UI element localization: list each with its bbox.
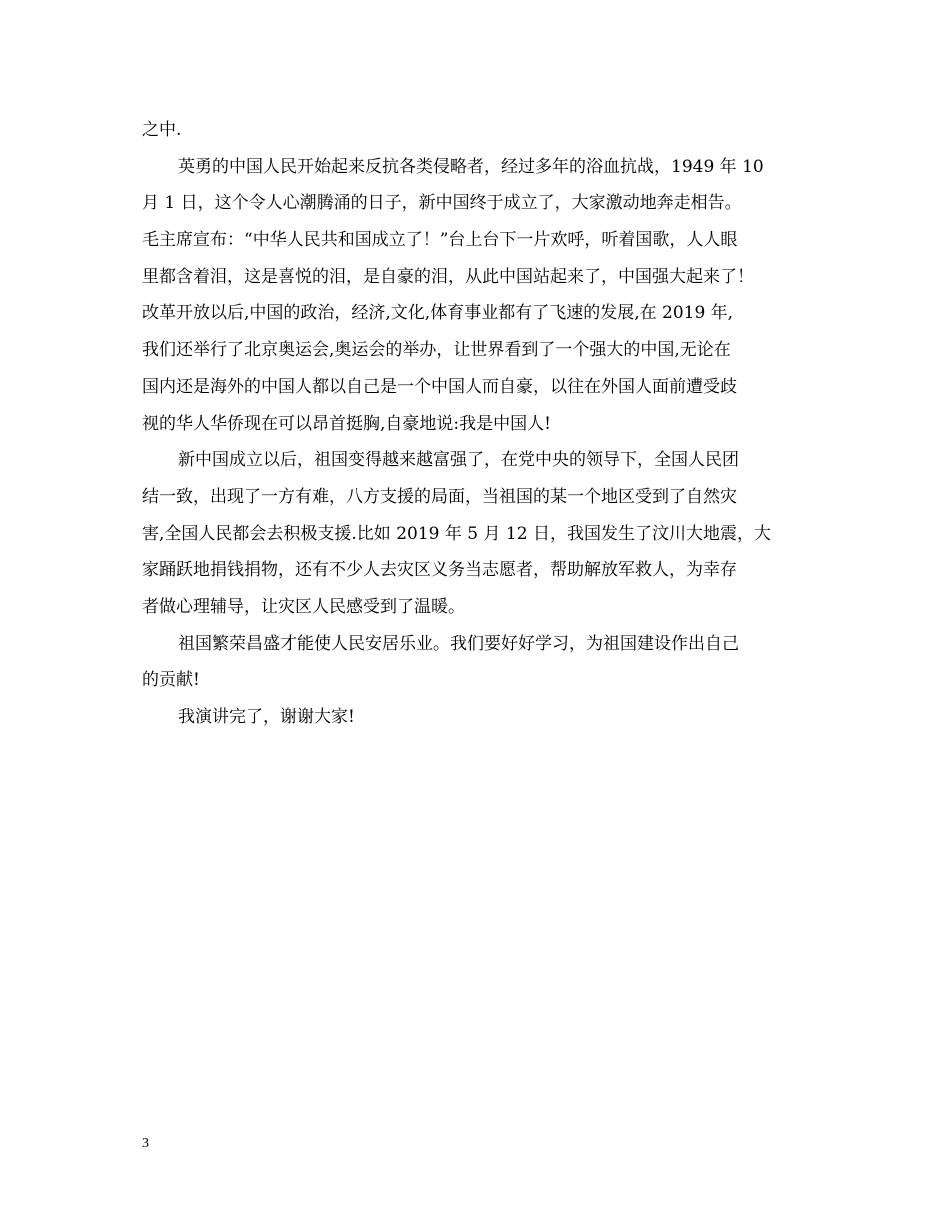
text-line: 的贡献! xyxy=(142,670,200,691)
page-number: 3 xyxy=(142,1136,149,1151)
text-line: 里都含着泪，这是喜悦的泪，是自豪的泪，从此中国站起来了，中国强大起来了！ xyxy=(142,266,754,287)
paragraph-start-line: 新中国成立以后，祖国变得越来越富强了，在党中央的领导下，全国人民团 xyxy=(178,450,739,471)
text-line: 之中. xyxy=(142,120,182,140)
text-line: 结一致，出现了一方有难，八方支援的局面，当祖国的某一个地区受到了自然灾 xyxy=(142,486,737,507)
text-line: 月 1 日，这个令人心潮腾涌的日子，新中国终于成立了，大家激动地奔走相告。 xyxy=(142,193,742,214)
paragraph-start-line: 祖国繁荣昌盛才能使人民安居乐业。我们要好好学习，为祖国建设作出自己 xyxy=(178,633,739,654)
text-line: 家踊跃地捐钱捐物，还有不少人去灾区义务当志愿者，帮助解放军救人，为幸存 xyxy=(142,560,737,581)
text-line: 毛主席宣布：“中华人民共和国成立了！”台上台下一片欢呼，听着国歌，人人眼 xyxy=(142,230,738,251)
text-line: 改革开放以后,中国的政治，经济,文化,体育事业都有了飞速的发展,在 2019 年, xyxy=(142,303,734,324)
text-line: 我们还举行了北京奥运会,奥运会的举办，让世界看到了一个强大的中国,无论在 xyxy=(142,340,731,361)
paragraph-start-line: 英勇的中国人民开始起来反抗各类侵略者，经过多年的浴血抗战，1949 年 10 xyxy=(178,156,764,177)
text-line: 视的华人华侨现在可以昂首挺胸,自豪地说:我是中国人! xyxy=(142,413,551,434)
text-line: 害,全国人民都会去积极支援.比如 2019 年 5 月 12 日，我国发生了汶川大地震，大 xyxy=(142,523,771,544)
paragraph-start-line: 我演讲完了，谢谢大家! xyxy=(178,707,355,727)
text-line: 国内还是海外的中国人都以自己是一个中国人而自豪，以往在外国人面前遭受歧 xyxy=(142,376,737,397)
text-line: 者做心理辅导，让灾区人民感受到了温暖。 xyxy=(142,596,465,617)
speech-text-body xyxy=(142,112,810,736)
